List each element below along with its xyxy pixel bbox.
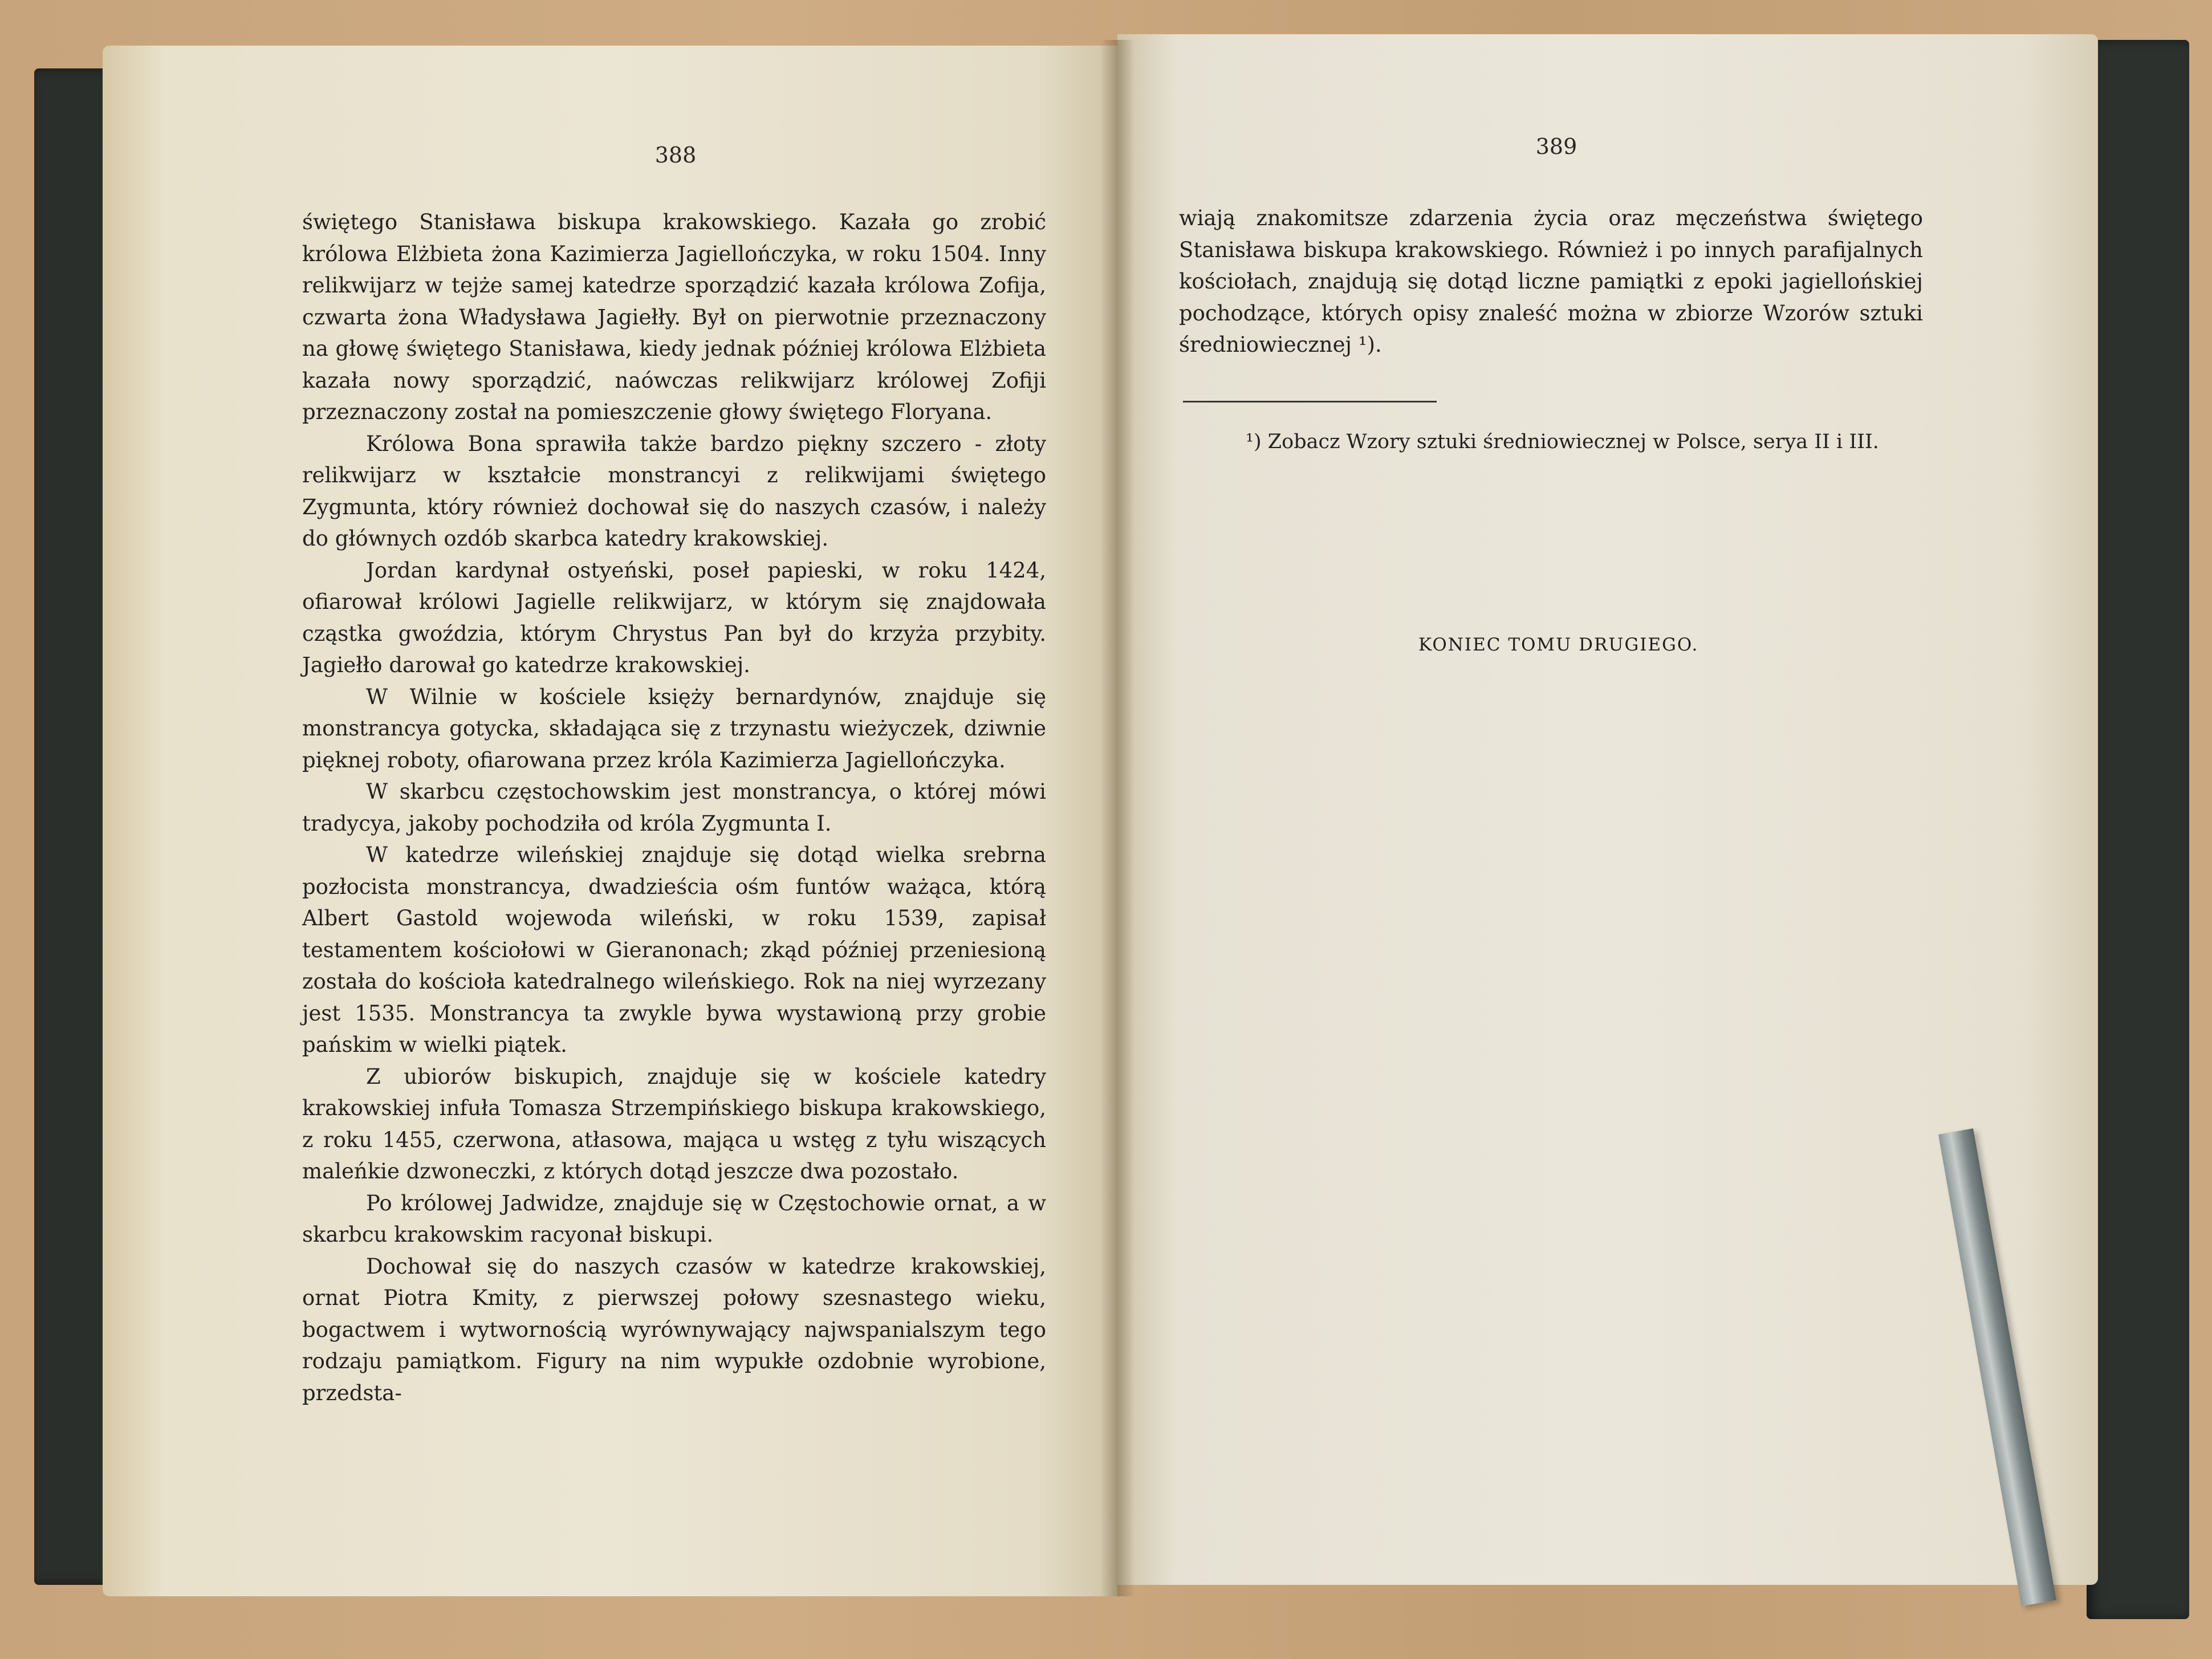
paragraph: W katedrze wileńskiej znajduje się dotąd wielka srebrna pozłocista monstrancya, dwadzieścia ośm funtów ważąca, którą Albert Gastold wojewoda wileński, w roku 1539, zapisał testamentem kościołowi w Gieranonach; zkąd później przeniesioną została do kościoła katedralnego wileńskiego. Rok na niej wyrzezany jest 1535. Monstrancya ta zwykle bywa wystawioną przy grobie pańskim w wielki piątek. [302,843,1046,1057]
left-page-text [302,206,1046,1409]
paragraph: Jordan kardynał ostyeński, poseł papieski, w roku 1424, ofiarował królowi Jagielle relikwijarz, w którym się znajdowała cząstka gwoździa, którym Chrystus Pan był do krzyża przybity. Jagiełło darował go katedrze krakowskiej. [302,558,1046,677]
footnote: ¹) Zobacz Wzory sztuki średniowiecznej w Polsce, serya II i III. [1246,430,1879,453]
paragraph: Z ubiorów biskupich, znajduje się w kościele katedry krakowskiej infuła Tomasza Strzempińskiego biskupa krakowskiego, z roku 1455, czerwona, atłasowa, mająca u wstęg z tyłu wiszących maleńkie dzwoneczki, z których dotąd jeszcze dwa pozostało. [302,1064,1046,1184]
page-number-left: 388 [654,143,697,168]
end-of-volume-note: KONIEC TOMU DRUGIEGO. [1418,635,1699,655]
paragraph: W Wilnie w kościele księży bernardynów, znajduje się monstrancya gotycka, składająca się z trzynastu wieżyczek, dziwnie pięknej roboty, ofiarowana przez króla Kazimierza Jagiellończyka. [302,684,1046,772]
paragraph: Królowa Bona sprawiła także bardzo piękny szczero - złoty relikwijarz w kształcie monstrancyi z relikwijami świętego Zygmunta, który również dochował się do naszych czasów, i należy do głównych ozdób skarbca katedry krakowskiej. [302,431,1046,551]
book-gutter [1100,40,1135,1596]
right-page-text [1179,202,1923,361]
footnote-rule [1183,401,1437,402]
book-cover-right [2087,40,2189,1619]
page-number-right: 389 [1535,134,1577,159]
paragraph: Po królowej Jadwidze, znajduje się w Częstochowie ornat, a w skarbcu krakowskim racyonał biskupi. [302,1190,1046,1247]
paragraph: świętego Stanisława biskupa krakowskiego. Kazała go zrobić królowa Elżbieta żona Kazimierza Jagiellończyka, w roku 1504. Inny relikwijarz w tejże samej katedrze sporządzić kazała królowa Zofija, czwarta żona Władysława Jagiełły. Był on pierwotnie przeznaczony na głowę świętego Stanisława, kiedy jednak później królowa Elżbieta kazała nowy sporządzić, naówczas relikwijarz królowej Zofiji przeznaczony został na pomieszczenie głowy świętego Floryana. [302,210,1046,424]
paragraph: wiają znakomitsze zdarzenia życia oraz męczeństwa świętego Stanisława biskupa krakowskiego. Również i po innych parafijalnych kościołach, znajdują się dotąd liczne pamiątki z epoki jagiellońskiej pochodzące, których opisy znaleść można w zbiorze Wzorów sztuki średniowiecznej ¹). [1179,206,1923,357]
paragraph: W skarbcu częstochowskim jest monstrancya, o której mówi tradycya, jakoby pochodziła od króla Zygmunta I. [302,779,1046,836]
paragraph: Dochował się do naszych czasów w katedrze krakowskiej, ornat Piotra Kmity, z pierwszej połowy szesnastego wieku, bogactwem i wytwornością wyrównywający najwspanialszym tego rodzaju pamiątkom. Figury na nim wypukłe ozdobnie wyrobione, przedsta- [302,1254,1046,1405]
